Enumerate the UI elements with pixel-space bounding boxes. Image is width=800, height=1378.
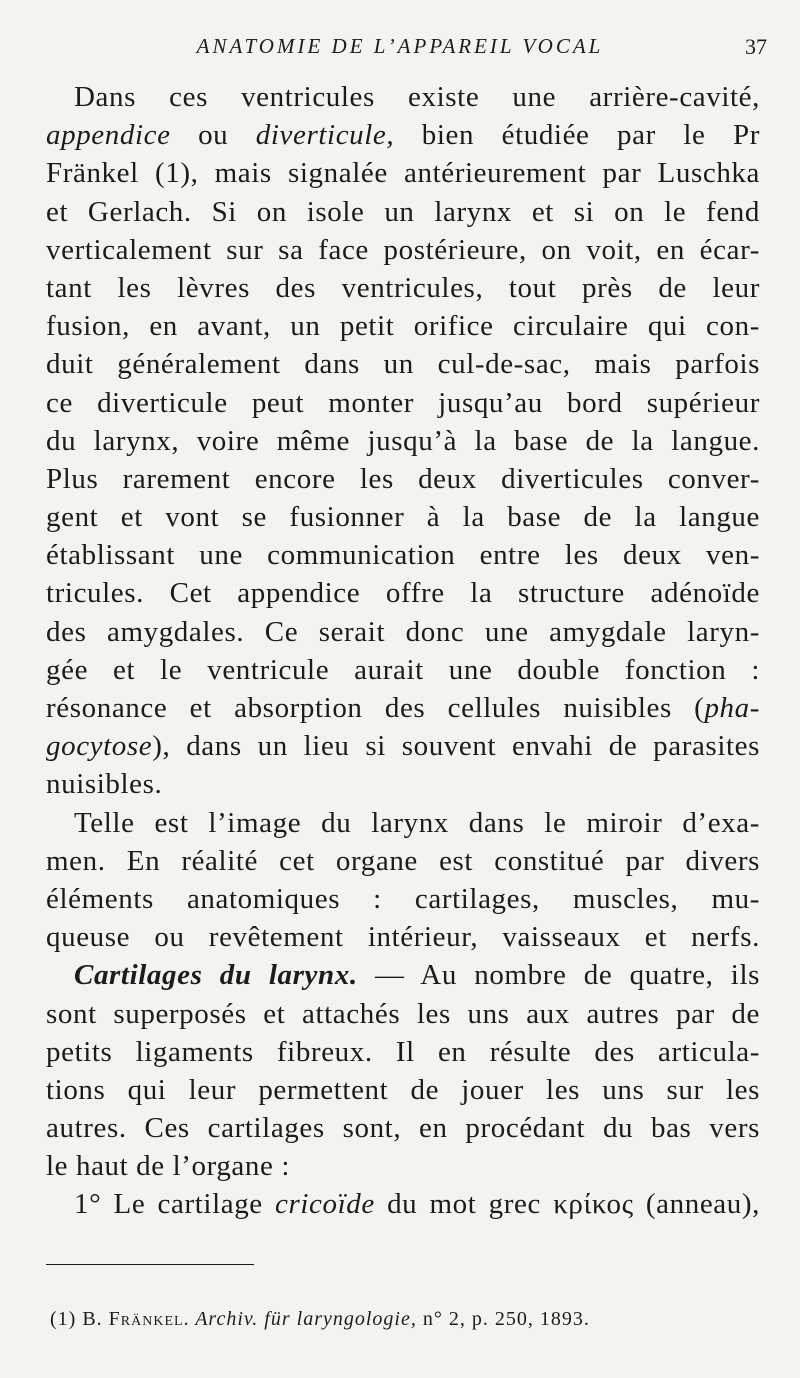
text-line: tions qui leur permettent de jouer les uns sur les bbox=[46, 1073, 760, 1106]
page-header bbox=[0, 34, 800, 64]
text-line: gée et le ventricule aurait une double fonction : bbox=[46, 653, 760, 686]
footnote-author: B. Fränkel. bbox=[82, 1308, 190, 1330]
text-line: établissant une communication entre les deux ven- bbox=[46, 539, 760, 572]
text-line: fusion, en avant, un petit orifice circulaire qui con- bbox=[46, 310, 760, 343]
text-line: du larynx, voire même jusqu’à la base de la langue. bbox=[46, 424, 760, 457]
text-line: 1° Le cartilage cricoïde du mot grec κρίκος (anneau), bbox=[74, 1188, 760, 1221]
text-line: gent et vont se fusionner à la base de la langue bbox=[46, 501, 760, 534]
footnote: (1) B. Fränkel. Archiv. für laryngologie, n° 2, p. 250, 1893. bbox=[50, 1308, 590, 1330]
text-line: Plus rarement encore les deux diverticules conver- bbox=[46, 462, 760, 495]
text-line: résonance et absorption des cellules nuisibles (pha- bbox=[46, 692, 760, 724]
body-text bbox=[46, 78, 760, 1224]
text-line: des amygdales. Ce serait donc une amygdale laryn- bbox=[46, 615, 760, 648]
text-line: autres. Ces cartilages sont, en procédant du bas vers bbox=[46, 1112, 760, 1145]
text-line: et Gerlach. Si on isole un larynx et si on le fend bbox=[46, 195, 760, 228]
text-line: tricules. Cet appendice offre la structure adénoïde bbox=[46, 577, 760, 610]
section-heading: Cartilages du larynx. bbox=[74, 959, 358, 992]
text-line: Fränkel (1), mais signalée antérieurement par Luschka bbox=[46, 157, 760, 190]
footnote-rule bbox=[46, 1264, 254, 1265]
text-line: men. En réalité cet organe est constitué par divers bbox=[46, 844, 760, 877]
text-line: verticalement sur sa face postérieure, on voit, en écar- bbox=[46, 233, 760, 266]
text-line: petits ligaments fibreux. Il en résulte des articula- bbox=[46, 1035, 760, 1068]
text-line: gocytose), dans un lieu si souvent envahi de parasites bbox=[46, 730, 760, 763]
footnote-journal: Archiv. für laryngologie, bbox=[189, 1308, 417, 1330]
text-line: Dans ces ventricules existe une arrière-cavité, bbox=[74, 81, 760, 113]
text-line: le haut de l’organe : bbox=[46, 1150, 290, 1183]
text-line: ce diverticule peut monter jusqu’au bord supérieur bbox=[46, 386, 760, 419]
text-line: queuse ou revêtement intérieur, vaisseaux et nerfs. bbox=[46, 921, 760, 954]
text-line: sont superposés et attachés les uns aux autres par de bbox=[46, 997, 760, 1030]
page-number: 37 bbox=[745, 34, 767, 59]
section-heading-line: Cartilages du larynx. — Au nombre de quatre, ils bbox=[74, 959, 761, 992]
text-line: appendice ou diverticule, bien étudiée par le Pr bbox=[46, 119, 760, 152]
text-line: éléments anatomiques : cartilages, muscles, mu- bbox=[46, 882, 760, 915]
text-line: tant les lèvres des ventricules, tout près de leur bbox=[46, 271, 760, 304]
text-line: Telle est l’image du larynx dans le miroir d’exa- bbox=[74, 806, 760, 839]
text-line: nuisibles. bbox=[46, 768, 163, 801]
running-title: ANATOMIE DE L’APPAREIL VOCAL bbox=[196, 34, 604, 58]
text-line: duit généralement dans un cul-de-sac, mais parfois bbox=[46, 348, 760, 381]
